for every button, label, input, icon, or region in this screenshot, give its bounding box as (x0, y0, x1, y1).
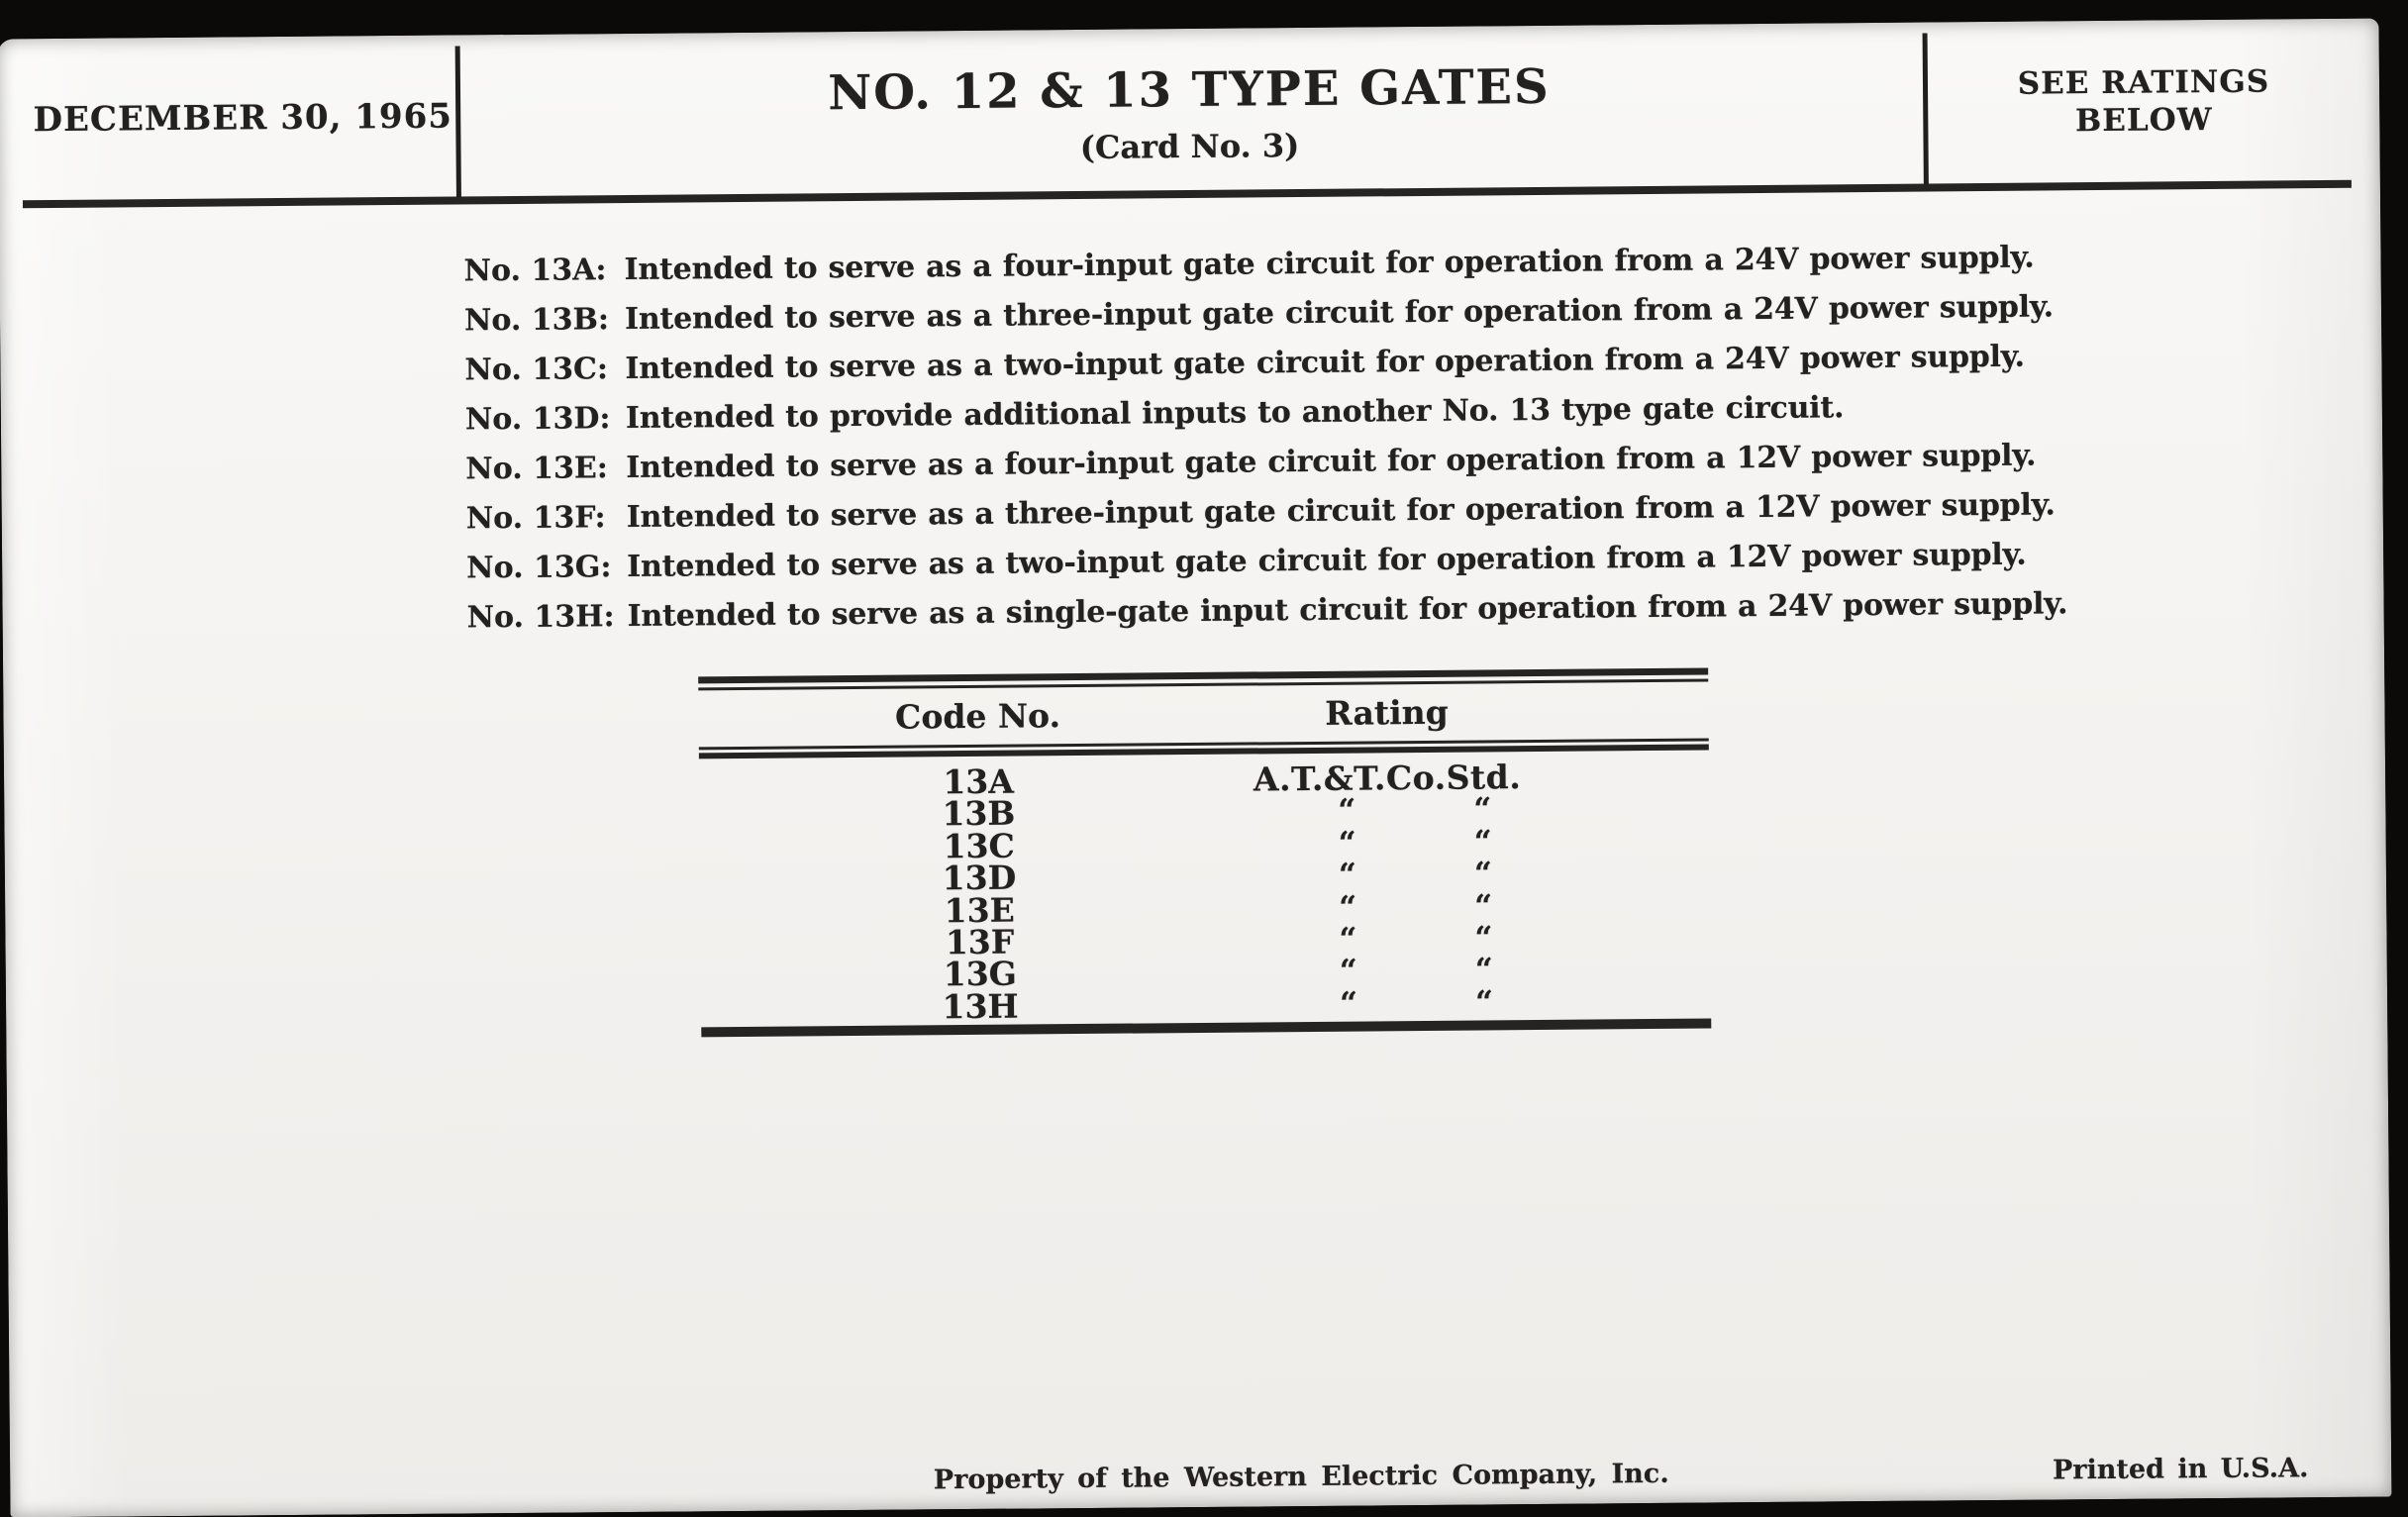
gate-code-label: No. 13E: (465, 451, 608, 487)
ditto-mark: “ (1473, 856, 1493, 892)
code-cell: 13F (945, 922, 1015, 962)
ditto-mark: “ (1340, 985, 1358, 1022)
card-title: NO. 12 & 13 TYPE GATES (828, 58, 1551, 122)
header-title-cell (455, 23, 1924, 198)
gate-code-label: No. 13B: (463, 302, 610, 339)
gate-descriptions (463, 233, 2067, 643)
ditto-mark: “ (1338, 857, 1357, 893)
gate-description-text: Intended to serve as a four-input gate circuit for operation from a 12V power supply. (626, 438, 2037, 485)
code-cell: 13H (942, 986, 1019, 1026)
gate-description-text: Intended to provide additional inputs to another No. 13 type gate circuit. (625, 390, 1845, 437)
ditto-mark: “ (1474, 887, 1493, 925)
gate-description-text: Intended to serve as a two-input gate circuit for operation from a 12V power supply. (627, 537, 2027, 584)
gate-code-label: No. 13H: (466, 599, 615, 636)
code-cell: 13B (942, 793, 1016, 834)
ditto-mark: “ (1474, 952, 1493, 988)
code-cell: 13E (944, 890, 1015, 930)
header-date-cell (0, 35, 458, 201)
code-cell: 13C (943, 826, 1015, 865)
card-date: DECEMBER 30, 1965 (33, 96, 453, 141)
ditto-mark: “ (1339, 953, 1357, 990)
ditto-mark: “ (1338, 825, 1356, 861)
ditto-mark: “ (1339, 921, 1357, 958)
ditto-mark: “ (1474, 920, 1493, 957)
header-ratings-note (1923, 62, 2365, 142)
code-cell: 13G (943, 954, 1018, 994)
gate-description-text: Intended to serve as a four-input gate circuit for operation from a 24V power supply. (624, 240, 2035, 288)
ratings-table (698, 667, 1711, 1045)
ditto-mark: “ (1474, 984, 1494, 1021)
gate-code-label: No. 13D: (464, 401, 611, 438)
ditto-mark: “ (1339, 889, 1357, 926)
gate-description-text: Intended to serve as a three-input gate circuit for operation from a 24V power supply. (624, 289, 2055, 338)
ditto-mark: “ (1473, 824, 1492, 860)
document-card (0, 19, 2391, 1517)
rating-cell: A.T.&T.Co.Std. (1253, 758, 1522, 799)
code-cell: 13A (943, 761, 1015, 802)
gate-description-text: Intended to serve as a two-input gate circuit for operation from a 24V power supply. (625, 339, 2025, 387)
gate-code-label: No. 13A: (463, 253, 607, 289)
ditto-mark: “ (1338, 792, 1356, 830)
gate-code-label: No. 13G: (466, 550, 612, 586)
gate-description-text: Intended to serve as a three-input gate circuit for operation from a 12V power supply. (626, 487, 2056, 535)
column-header-rating: Rating (1325, 692, 1449, 733)
card-subtitle: (Card No. 3) (1079, 127, 1300, 166)
gate-code-label: No. 13F: (465, 500, 606, 537)
code-cell: 13D (942, 858, 1017, 898)
column-header-code-no: Code No. (894, 696, 1061, 737)
printed-in-usa: Printed in U.S.A. (2052, 1453, 2309, 1486)
ratings-note-line1: SEE RATINGS (2017, 63, 2270, 102)
gate-description-text: Intended to serve as a single-gate input circuit for operation from a 24V power supply. (627, 586, 2068, 634)
ratings-note-line2: BELOW (2074, 102, 2213, 140)
gate-code-label: No. 13C: (464, 352, 609, 388)
ditto-mark: “ (1473, 791, 1492, 828)
property-notice: Property of the Western Electric Company, Inc. (933, 1458, 1669, 1496)
table-rows (699, 759, 1711, 1025)
